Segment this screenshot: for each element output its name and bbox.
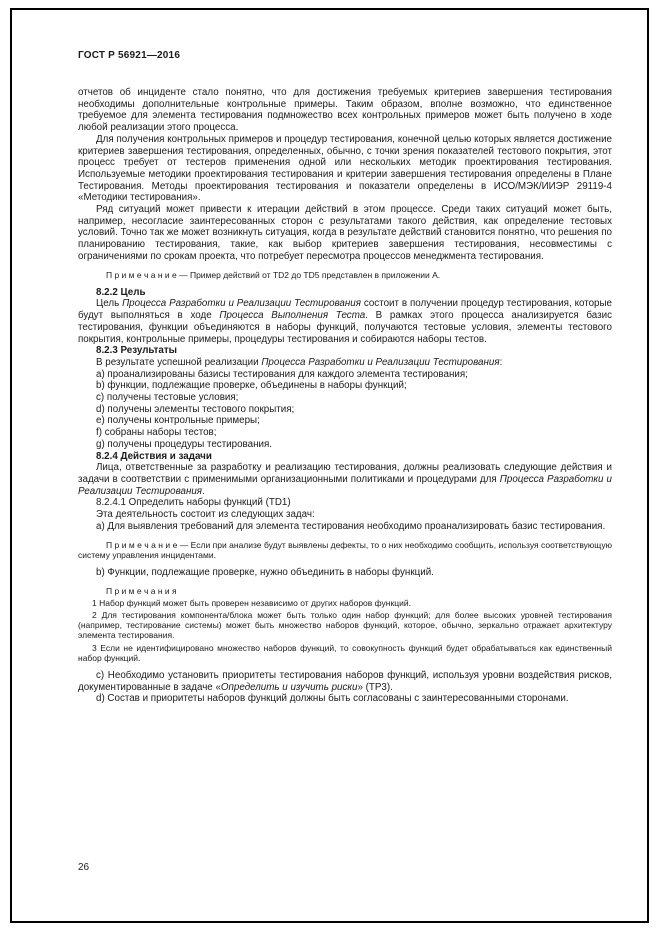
- list-item-f: f) собраны наборы тестов;: [96, 427, 217, 439]
- list-item-g: g) получены процедуры тестирования.: [96, 438, 272, 450]
- text-segment-italic: Процесса Разработки и Реализации Тестирования: [122, 298, 361, 310]
- notes-header: П р и м е ч а н и я: [106, 585, 177, 596]
- paragraph-persons: [78, 462, 612, 497]
- text-segment: » (ТР3).: [357, 681, 393, 693]
- text-segment: В результате успешной реализации: [96, 356, 262, 368]
- paragraph-tasks-intro: Эта деятельность состоит из следующих задач:: [96, 509, 315, 521]
- text-segment-italic: Процесса Выполнения Теста: [219, 310, 366, 322]
- heading-8-2-2: 8.2.2 Цель: [96, 286, 146, 298]
- notes-block: [78, 586, 612, 663]
- heading-8-2-3: 8.2.3 Результаты: [96, 345, 177, 357]
- heading-8-2-4: 8.2.4 Действия и задачи: [96, 450, 212, 462]
- paragraph-incident: отчетов об инциденте стало понятно, что для достижения требуемых критериев завершения тестирования необходимы дополнительные контрольные примеры. Таким образом, вполне возможно, что единственное требуемое для элемента тестирования подмножество всех контрольных примеров может быть получено в ходе любой реализации этого процесса.: [78, 87, 612, 134]
- page-number: 26: [78, 862, 90, 873]
- list-item-e: e) получены контрольные примеры;: [96, 415, 260, 427]
- list-item-c: c) получены тестовые условия;: [96, 392, 239, 404]
- list-item-b: b) функции, подлежащие проверке, объединены в наборы функций;: [96, 380, 407, 392]
- text-segment: :: [499, 356, 503, 368]
- page-content: [78, 50, 612, 705]
- note-item-1: 1 Набор функций может быть проверен независимо от других наборов функций.: [92, 597, 411, 608]
- text-segment: Цель: [96, 298, 123, 310]
- paragraph-results-intro: [78, 357, 612, 369]
- task-item-a: a) Для выявления требований для элемента тестирования необходимо проанализировать базис тестирования.: [96, 520, 606, 532]
- note-item-2: 2 Для тестирования компонента/блока может быть только один набор функций; для более высоких уровней тестирования (например, тестирование системы) может быть множество наборов функций, которое, обычно, зеркально отражает архитектуру элемента тестирования.: [78, 610, 612, 641]
- paragraph-obtain: Для получения контрольных примеров и процедур тестирования, конечной целью которых является достижение критериев завершения тестирования, определенных, обычно, с точки зрения показателей тестового покрытия, этот процесс требует от тестеров применения одной или нескольких методик проектирования тестирования. Используемые методики проектирования тестирования и критерии завершения тестирования определены в Плане Тестирования. Методы проектирования тестирования и показатели определены в ИСО/МЭК/ИИЭР 29119-4 «Методики тестирования».: [78, 133, 612, 204]
- text-segment: Лица, ответственные за разработку и реализацию тестирования, должны реализовать следующие действия и задачи в соответствии с применимыми организационными политиками и процедурами для: [78, 462, 612, 485]
- text-segment: .: [202, 485, 205, 497]
- paragraph-iterations: Ряд ситуаций может привести к итерации действий в этом процессе. Среди таких ситуаций может быть, например, несогласие заинтересованных сторон с результатами такого действия, как определение тестовых условий. Точно так же может возникнуть ситуация, когда в результате действий становится понятно, что решения по планированию тестирования, такие, как выбор критериев завершения тестирования, несовместимы с ограничениями по срокам проекта, что потребует пересмотра процессов менеджмента тестирования.: [78, 204, 612, 262]
- subheading-8-2-4-1: 8.2.4.1 Определить наборы функций (TD1): [96, 497, 291, 509]
- note-td-example: П р и м е ч а н и е — Пример действий от TD2 до TD5 представлен в приложении А.: [106, 269, 441, 280]
- note-defects: П р и м е ч а н и е — Если при анализе будут выявлены дефекты, то о них необходимо сообщить, используя соответствующую систему управления инцидентами.: [78, 539, 612, 560]
- text-segment: . В рамках этого процесса анализируется базис тестирования, функции объединяются в наборы функций, получаются тестовые условия, элементы тестового покрытия, контрольные примеры, процедуры тестирования и собираются наборы тестов.: [78, 310, 612, 345]
- text-segment-italic: Процесса Разработки и Реализации Тестирования: [78, 474, 612, 497]
- text-segment: состоит в получении процедур тестирования, которые будут выполняться в ходе: [78, 298, 612, 322]
- task-item-d: d) Состав и приоритеты наборов функций должны быть согласованы с заинтересованными сторонами.: [96, 693, 569, 705]
- task-item-c: [78, 670, 612, 693]
- document-code: ГОСТ Р 56921—2016: [78, 50, 181, 61]
- list-item-a: a) проанализированы базисы тестирования для каждого элемента тестирования;: [96, 368, 468, 380]
- note-item-3: 3 Если не идентифицировано множество наборов функций, то совокупность функций будет обрабатываться как единственный набор функций.: [78, 642, 612, 663]
- paragraph-goal: [78, 298, 612, 345]
- task-item-b: b) Функции, подлежащие проверке, нужно объединить в наборы функций.: [96, 566, 434, 578]
- text-segment-italic: Определить и изучить риски: [220, 681, 358, 693]
- text-segment: c) Необходимо установить приоритеты тестирования наборов функций, используя уровни воздействия рисков, документированные в задаче «: [78, 670, 612, 693]
- list-item-d: d) получены элементы тестового покрытия;: [96, 403, 295, 415]
- text-segment-italic: Процесса Разработки и Реализации Тестирования: [261, 356, 500, 368]
